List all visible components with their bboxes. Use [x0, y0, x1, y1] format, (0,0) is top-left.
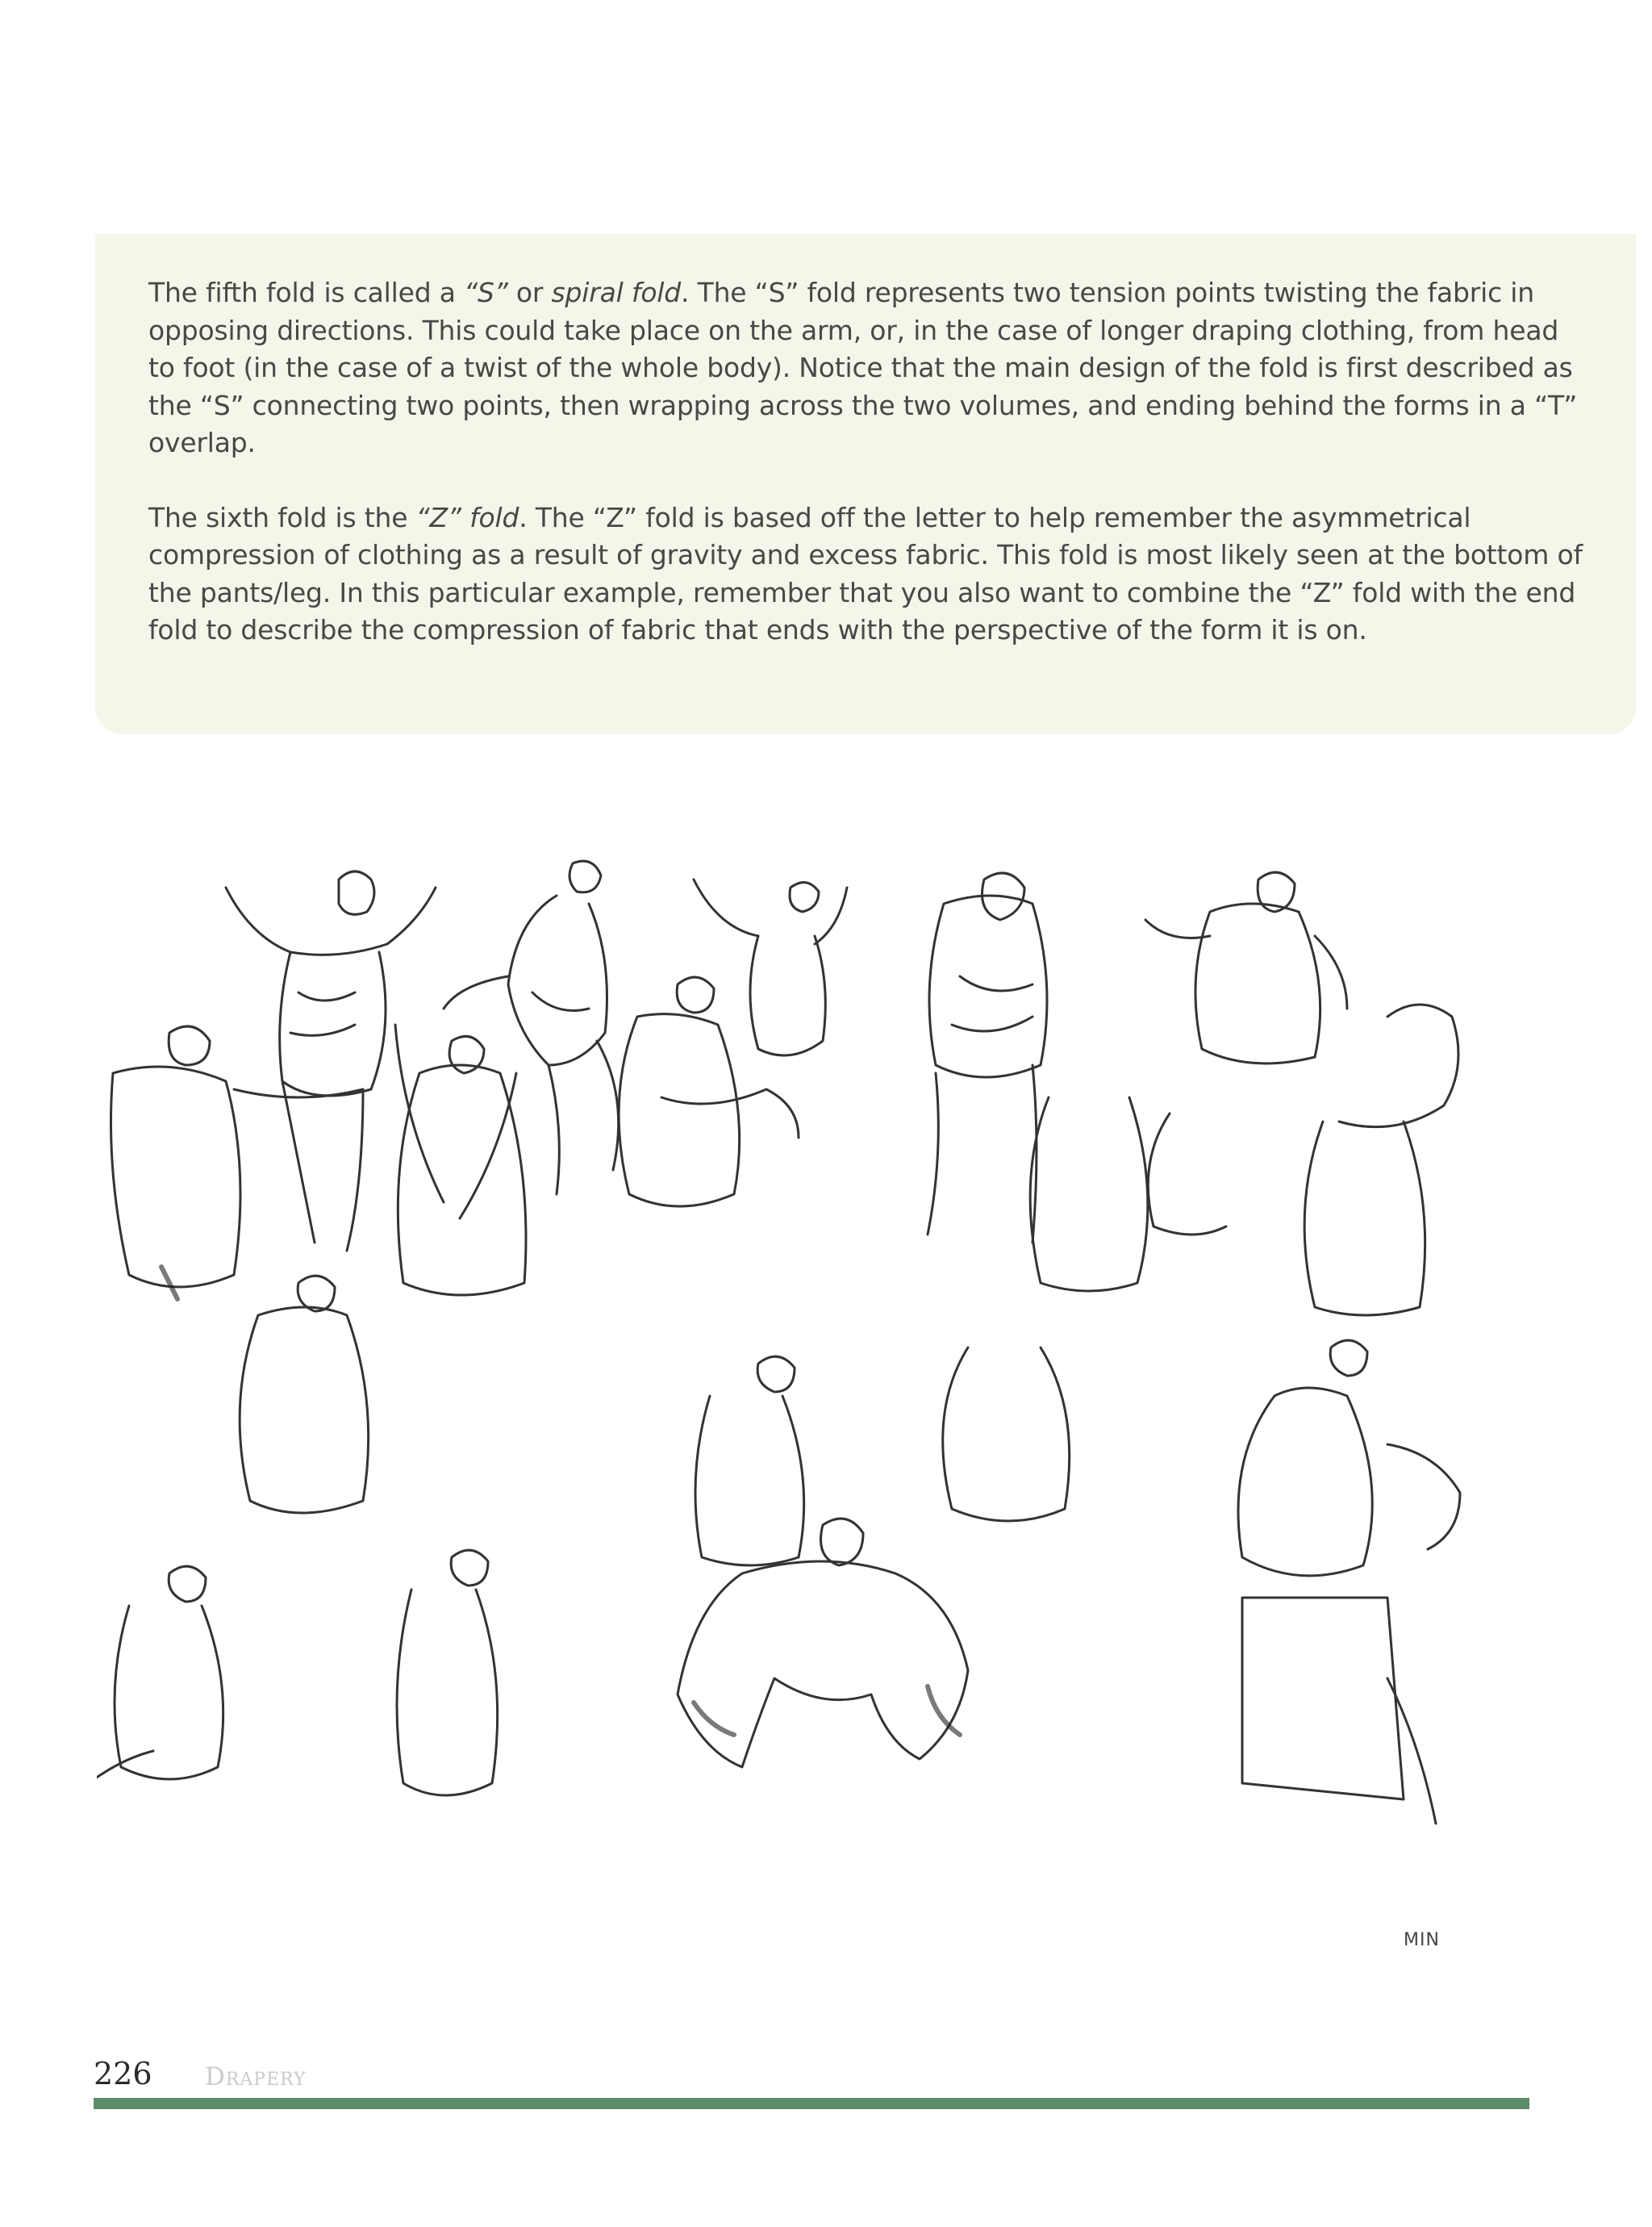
- paragraph-z-fold: [148, 499, 1586, 650]
- text-span-italic: spiral fold: [551, 277, 682, 308]
- text-span: or: [507, 277, 552, 308]
- text-span-italic: “Z” fold: [415, 501, 519, 533]
- figure-sketch-illustration: [97, 831, 1557, 2001]
- text-span: . The “Z” fold is based off the letter to help remember the asymmetrical compression of clothing as a result of gravity and excess fabric. This fold is most likely seen at the bottom of the pants/leg. In this particular example, remember that you also want to combine the “Z” fold with the end fold to describe the compression of fabric that ends with the perspective of the form it is on.: [148, 501, 1583, 646]
- text-span: The sixth fold is the: [148, 501, 416, 533]
- text-span: The fifth fold is called a: [148, 277, 465, 308]
- text-span: . The “S” fold represents two tension points twisting the fabric in opposing directions. This could take place on the arm, or, in the case of longer draping clothing, from head to foot (in the case of a twist of the whole body). Notice that the main design of the fold is first described as the “S” connecting two points, then wrapping across the two volumes, and ending behind the forms in a “T” overlap.: [148, 277, 1578, 458]
- section-title: Drapery: [205, 2062, 307, 2091]
- page-number: 226: [94, 2056, 152, 2091]
- text-panel: [95, 234, 1636, 734]
- artist-signature: MIN: [1404, 1930, 1440, 1950]
- text-span-italic: “S”: [464, 277, 508, 308]
- paragraph-spiral-fold: [148, 274, 1586, 462]
- footer-rule: [94, 2098, 1529, 2109]
